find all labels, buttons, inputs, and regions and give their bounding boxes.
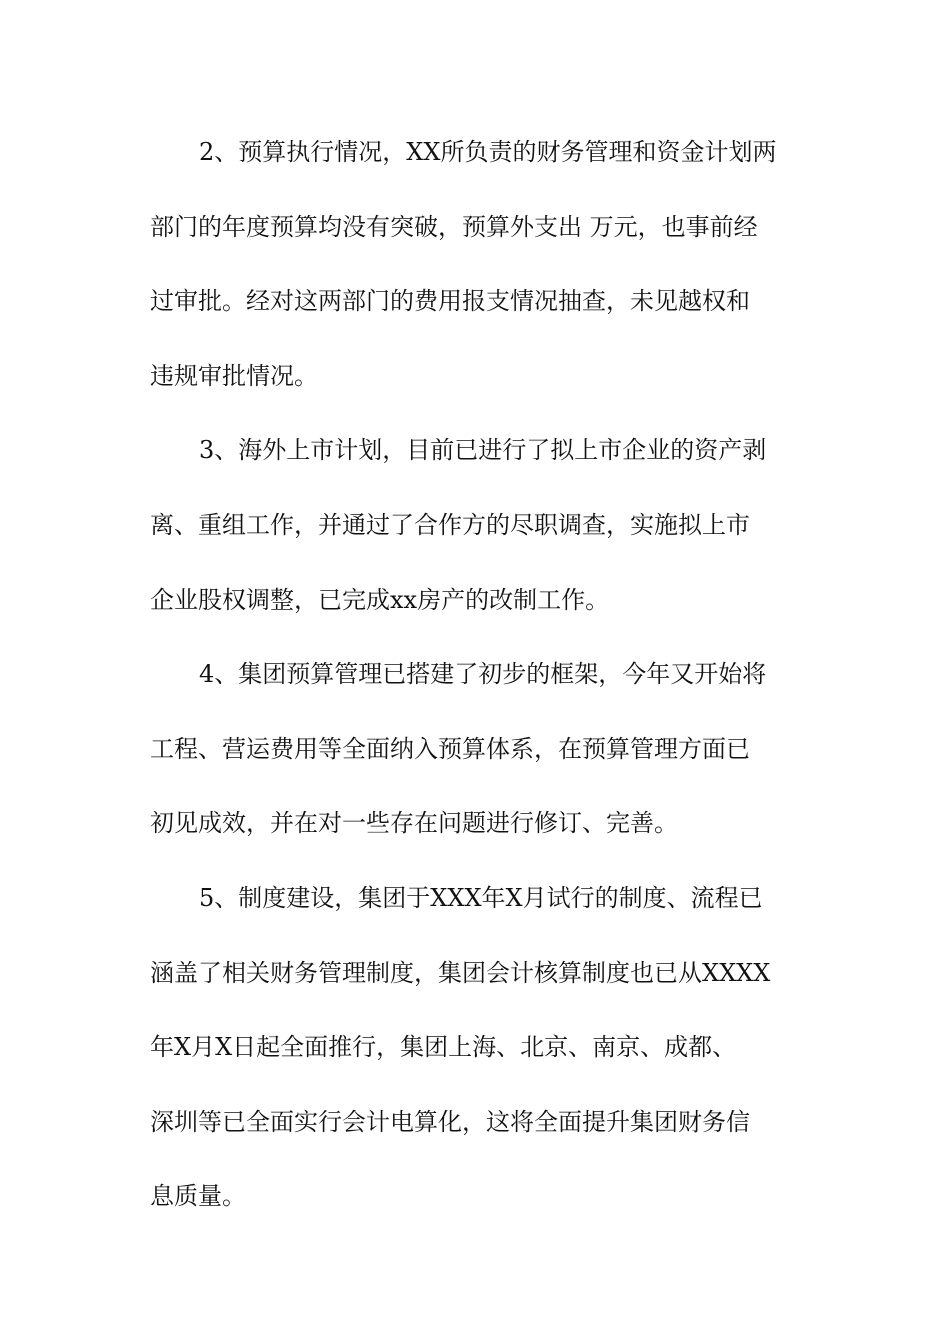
- text-line: 深圳等已全面实行会计电算化，这将全面提升集团财务信: [150, 1107, 750, 1136]
- text-line: 息质量。: [150, 1182, 246, 1211]
- text-line: 2、预算执行情况，XX所负责的财务管理和资金计划两: [199, 138, 777, 166]
- text-line: 企业股权调整，已完成xx房产的改制工作。: [150, 585, 610, 614]
- text-line: 部门的年度预算均没有突破，预算外支出 万元，也事前经: [150, 212, 758, 241]
- text-line: 过审批。经对这两部门的费用报支情况抽查，未见越权和: [150, 287, 750, 316]
- text-line: 4、集团预算管理已搭建了初步的框架，今年又开始将: [199, 660, 767, 689]
- document-body: [150, 115, 810, 1234]
- text-line: 涵盖了相关财务管理制度，集团会计核算制度也已从XXXX: [150, 958, 771, 987]
- text-line: 年X月X日起全面推行，集团上海、北京、南京、成都、: [150, 1033, 737, 1062]
- text-line: 3、海外上市计划，目前已进行了拟上市企业的资产剥: [199, 436, 767, 465]
- text-line: 初见成效，并在对一些存在问题进行修订、完善。: [150, 809, 678, 838]
- text-line: 5、制度建设，集团于XXX年X月试行的制度、流程已: [199, 883, 763, 912]
- text-line: 离、重组工作，并通过了合作方的尽职调查，实施拟上市: [150, 510, 750, 539]
- text-line: 工程、营运费用等全面纳入预算体系，在预算管理方面已: [150, 734, 750, 763]
- text-line: 违规审批情况。: [150, 361, 318, 390]
